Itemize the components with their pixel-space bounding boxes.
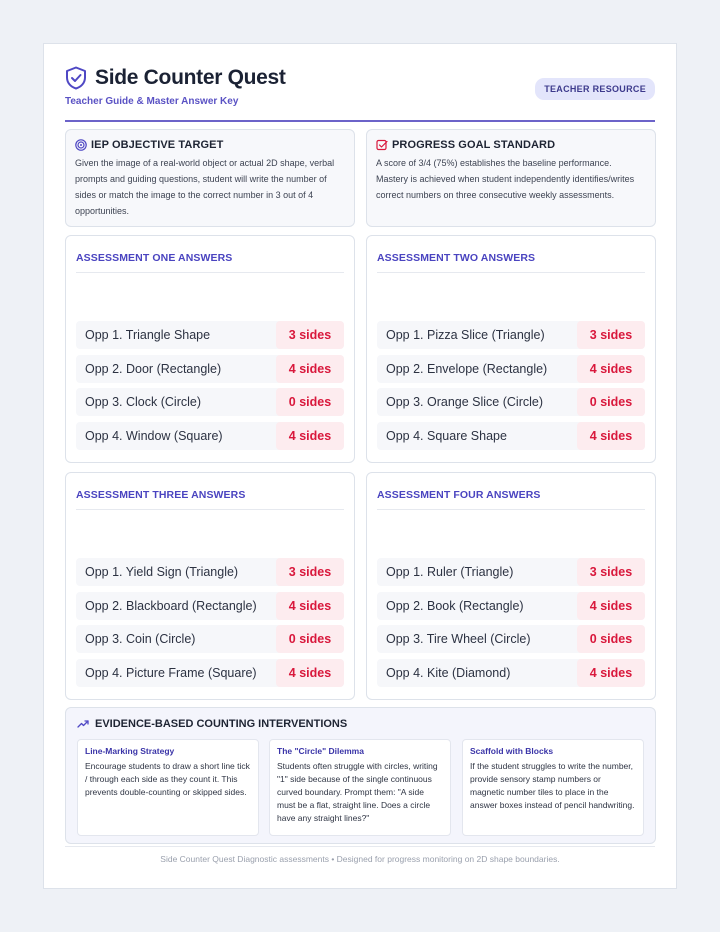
answer-value: 3 sides bbox=[276, 321, 344, 349]
assessment-two-card bbox=[366, 235, 656, 463]
answer-row bbox=[377, 625, 645, 653]
answer-value: 4 sides bbox=[577, 422, 645, 450]
opportunity-label: Opp 1. Triangle Shape bbox=[85, 328, 211, 342]
checkbox-icon bbox=[376, 139, 388, 151]
answer-row bbox=[76, 592, 344, 620]
answer-row bbox=[76, 625, 344, 653]
answer-value: 0 sides bbox=[577, 625, 645, 653]
opportunity-label: Opp 4. Kite (Diamond) bbox=[386, 665, 511, 680]
answer-value: 3 sides bbox=[577, 558, 645, 586]
answer-row bbox=[377, 659, 645, 687]
opportunity-label: Opp 3. Orange Slice (Circle) bbox=[386, 395, 544, 409]
teacher-resource-badge: TEACHER RESOURCE bbox=[535, 78, 655, 100]
answer-row bbox=[76, 659, 344, 687]
target-icon bbox=[75, 139, 87, 151]
interventions-panel bbox=[65, 707, 656, 844]
answer-row bbox=[377, 321, 645, 349]
assessment-title: ASSESSMENT ONE ANSWERS bbox=[76, 252, 344, 273]
answer-row bbox=[377, 422, 645, 450]
intervention-title: Scaffold with Blocks bbox=[470, 746, 554, 756]
answer-row bbox=[76, 388, 344, 416]
answer-value: 0 sides bbox=[276, 388, 344, 416]
progress-goal-box bbox=[366, 129, 656, 227]
assessment-four-card bbox=[366, 472, 656, 700]
answer-value: 4 sides bbox=[276, 592, 344, 620]
intervention-title: Line-Marking Strategy bbox=[85, 746, 175, 756]
intervention-card bbox=[77, 739, 259, 836]
intervention-text: Encourage students to draw a short line tick / through each side as they count it. This prevents double-counting or skipped sides. bbox=[85, 761, 250, 797]
answer-row bbox=[76, 422, 344, 450]
progress-goal-text: A score of 3/4 (75%) establishes the baseline performance. Mastery is achieved when student independently identifies/writes correct numbers on three consecutive weekly assessments. bbox=[376, 158, 635, 200]
shield-check-icon bbox=[65, 66, 87, 90]
answer-row bbox=[76, 321, 344, 349]
trending-up-icon bbox=[77, 719, 89, 729]
opportunity-label: Opp 2. Blackboard (Rectangle) bbox=[85, 598, 257, 613]
opportunity-label: Opp 1. Yield Sign (Triangle) bbox=[85, 565, 239, 579]
answer-row bbox=[76, 355, 344, 383]
iep-objective-title: IEP OBJECTIVE TARGET bbox=[91, 139, 224, 151]
assessment-title: ASSESSMENT THREE ANSWERS bbox=[76, 489, 344, 510]
answer-value: 4 sides bbox=[276, 355, 344, 383]
intervention-text: Students often struggle with circles, writing "1" side because of the single continuous curved boundary. Prompt them: "A side must be a flat, straight line. Does a circle have any straight lines?" bbox=[277, 761, 438, 823]
answer-value: 3 sides bbox=[276, 558, 344, 586]
page-footer: Side Counter Quest Diagnostic assessments • Designed for progress monitoring on 2D shape boundaries. bbox=[160, 854, 560, 864]
header bbox=[65, 66, 655, 122]
opportunity-label: Opp 1. Pizza Slice (Triangle) bbox=[386, 328, 545, 342]
page-subtitle: Teacher Guide & Master Answer Key bbox=[65, 96, 239, 107]
assessment-three-card bbox=[65, 472, 355, 700]
opportunity-label: Opp 3. Coin (Circle) bbox=[85, 632, 196, 646]
answer-value: 4 sides bbox=[577, 659, 645, 687]
answer-value: 4 sides bbox=[276, 659, 344, 687]
answer-value: 0 sides bbox=[276, 625, 344, 653]
opportunity-label: Opp 2. Book (Rectangle) bbox=[386, 598, 524, 613]
answer-row bbox=[377, 388, 645, 416]
answer-value: 0 sides bbox=[577, 388, 645, 416]
opportunity-label: Opp 4. Window (Square) bbox=[85, 428, 223, 443]
iep-objective-text: Given the image of a real-world object or actual 2D shape, verbal prompts and guiding questions, student will write the number of sides or match the image to the correct number in 3 out of 4 opportunities. bbox=[75, 158, 335, 216]
answer-value: 4 sides bbox=[577, 592, 645, 620]
answer-row bbox=[377, 355, 645, 383]
intervention-title: The "Circle" Dilemma bbox=[277, 746, 364, 756]
answer-value: 4 sides bbox=[276, 422, 344, 450]
assessment-title: ASSESSMENT FOUR ANSWERS bbox=[377, 489, 645, 510]
opportunity-label: Opp 3. Clock (Circle) bbox=[85, 395, 201, 409]
assessment-title: ASSESSMENT TWO ANSWERS bbox=[377, 252, 645, 273]
answer-value: 3 sides bbox=[577, 321, 645, 349]
answer-row bbox=[377, 558, 645, 586]
opportunity-label: Opp 1. Ruler (Triangle) bbox=[386, 565, 514, 579]
opportunity-label: Opp 2. Door (Rectangle) bbox=[85, 361, 222, 376]
intervention-text: If the student struggles to write the number, provide sensory stamp numbers or magnetic number tiles to place in the answer boxes instead of pencil handwriting. bbox=[470, 761, 635, 810]
footer-divider bbox=[65, 846, 655, 847]
page-title: Side Counter Quest bbox=[95, 66, 286, 89]
worksheet-page bbox=[43, 43, 677, 889]
progress-goal-title: PROGRESS GOAL STANDARD bbox=[392, 139, 556, 151]
opportunity-label: Opp 2. Envelope (Rectangle) bbox=[386, 361, 548, 376]
answer-row bbox=[377, 592, 645, 620]
iep-objective-box bbox=[65, 129, 355, 227]
answer-value: 4 sides bbox=[577, 355, 645, 383]
opportunity-label: Opp 4. Picture Frame (Square) bbox=[85, 665, 257, 680]
opportunity-label: Opp 4. Square Shape bbox=[386, 428, 507, 443]
opportunity-label: Opp 3. Tire Wheel (Circle) bbox=[386, 632, 531, 646]
intervention-card bbox=[462, 739, 644, 836]
answer-row bbox=[76, 558, 344, 586]
interventions-title: EVIDENCE-BASED COUNTING INTERVENTIONS bbox=[95, 718, 348, 730]
intervention-card bbox=[269, 739, 451, 836]
assessment-one-card bbox=[65, 235, 355, 463]
